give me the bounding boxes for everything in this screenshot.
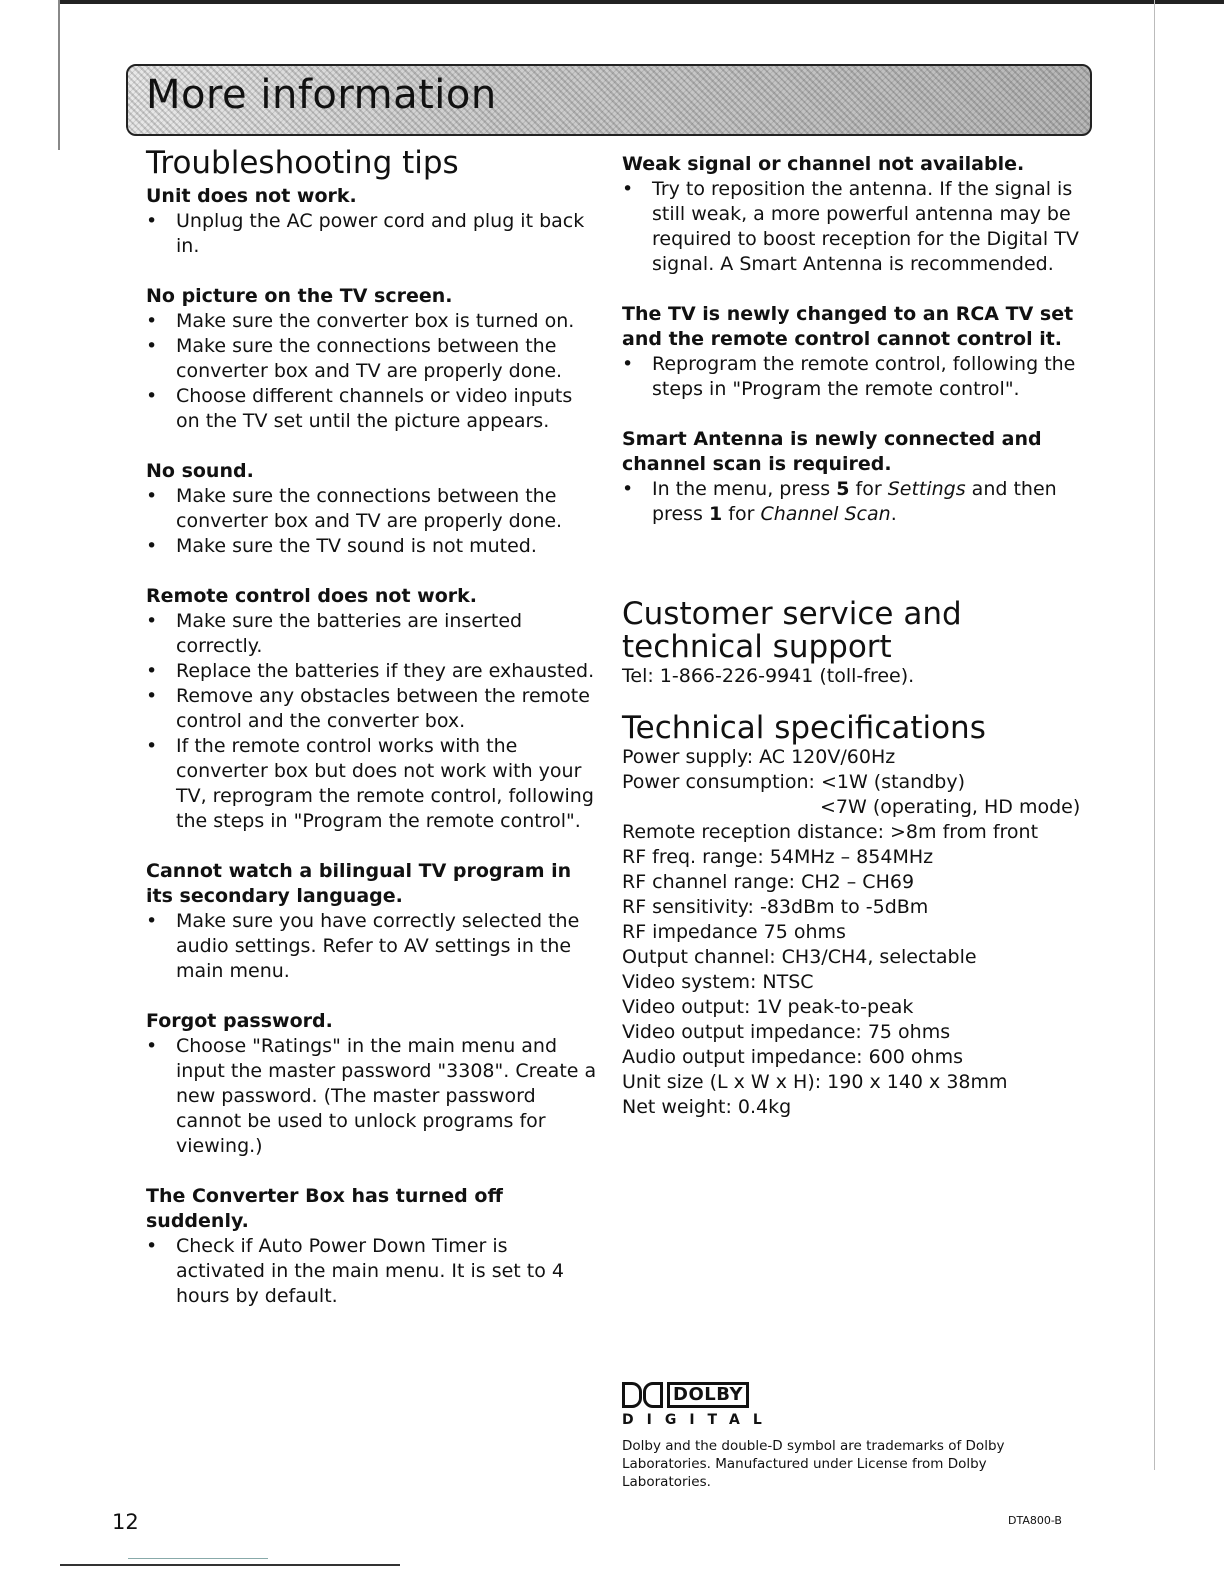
- spec-row: Net weight: 0.4kg: [622, 1096, 792, 1118]
- section-banner: [126, 64, 1092, 136]
- ts-list: [622, 477, 1082, 527]
- ts-item: • Make sure the batteries are inserted correctly.: [146, 609, 598, 659]
- right-column: [622, 152, 1082, 1120]
- ts-title: No picture on the TV screen.: [146, 285, 453, 307]
- dolby-trademark-note: Dolby and the double-D symbol are trademarks of Dolby Laboratories. Manufactured under License from Dolby Laboratories.: [622, 1438, 1005, 1490]
- ts-item: • Make sure the TV sound is not muted.: [146, 534, 598, 559]
- spec-row: Output channel: CH3/CH4, selectable: [622, 946, 977, 968]
- ts-section-weak-signal: [622, 152, 1082, 277]
- ts-item: • Try to reposition the antenna. If the signal is still weak, a more powerful antenna may be required to boost reception for the Digital TV signal. A Smart Antenna is recommended.: [622, 177, 1082, 277]
- spacer: [622, 552, 1082, 598]
- ts-item: • Make sure the converter box is turned on.: [146, 309, 598, 334]
- troubleshooting-heading: Troubleshooting tips: [146, 145, 459, 181]
- scan-edge-left: [58, 0, 60, 150]
- ts-title: Cannot watch a bilingual TV program in its secondary language.: [146, 860, 572, 907]
- ts-list: [146, 609, 598, 834]
- scan-edge-top: [60, 0, 1224, 4]
- text-fragment: for: [849, 478, 888, 500]
- scan-edge-right: [1154, 0, 1155, 1470]
- tech-specs-section: [622, 711, 1082, 1120]
- heading-line: technical support: [622, 629, 892, 665]
- ts-item: • Replace the batteries if they are exhausted.: [146, 659, 598, 684]
- ts-list: [146, 1034, 598, 1159]
- text-fragment: and then press: [652, 478, 1057, 525]
- ts-item: • Remove any obstacles between the remote control and the converter box.: [146, 684, 598, 734]
- ts-item: • Choose different channels or video inputs on the TV set until the picture appears.: [146, 384, 598, 434]
- ts-list: [146, 209, 598, 259]
- dolby-digital-logo: [622, 1382, 775, 1428]
- ts-item: • Make sure the connections between the converter box and TV are properly done.: [146, 484, 598, 534]
- double-d-icon: [622, 1382, 663, 1408]
- key-label: 5: [836, 478, 850, 500]
- banner-title: More information: [146, 72, 497, 118]
- ts-title: Weak signal or channel not available.: [622, 153, 1025, 175]
- spec-row-indented: <7W (operating, HD mode): [820, 796, 1081, 818]
- ts-section-picture: [146, 284, 598, 434]
- ts-item: • Make sure the connections between the converter box and TV are properly done.: [146, 334, 598, 384]
- dolby-logo-mark: [622, 1382, 775, 1408]
- left-column: [146, 146, 598, 1334]
- ts-section-remote: [146, 584, 598, 834]
- ts-title: The Converter Box has turned off suddenly.: [146, 1185, 503, 1232]
- ts-section-password: [146, 1009, 598, 1159]
- ts-item: • Check if Auto Power Down Timer is activated in the main menu. It is set to 4 hours by default.: [146, 1234, 598, 1309]
- spec-row: Video output impedance: 75 ohms: [622, 1021, 951, 1043]
- spec-row: Audio output impedance: 600 ohms: [622, 1046, 963, 1068]
- ts-item: • Make sure you have correctly selected the audio settings. Refer to AV settings in the main menu.: [146, 909, 598, 984]
- ts-item: • Unplug the AC power cord and plug it back in.: [146, 209, 598, 259]
- ts-section-bilingual: [146, 859, 598, 984]
- ts-section-sound: [146, 459, 598, 559]
- key-label: 1: [708, 503, 723, 525]
- ts-item: • Reprogram the remote control, following the steps in "Program the remote control".: [622, 352, 1082, 402]
- page-number: 12: [112, 1510, 139, 1534]
- dolby-digital-text: DIGITAL: [622, 1412, 775, 1428]
- ts-item: • If the remote control works with the converter box but does not work with your TV, reprogram the remote control, following the steps in "Program the remote control".: [146, 734, 598, 834]
- ts-list: [622, 177, 1082, 277]
- spacer: [622, 689, 1082, 711]
- spec-row: RF sensitivity: -83dBm to -5dBm: [622, 896, 929, 918]
- menu-name: Channel Scan: [760, 503, 891, 525]
- customer-service-section: [622, 598, 1082, 689]
- spec-row: Power supply: AC 120V/60Hz: [622, 746, 896, 768]
- spec-row: Power consumption: <1W (standby): [622, 771, 966, 793]
- ts-section-turned-off: [146, 1184, 598, 1309]
- spec-row: Video system: NTSC: [622, 971, 814, 993]
- spec-row: Remote reception distance: >8m from front: [622, 821, 1039, 843]
- text-fragment: In the menu, press: [652, 478, 837, 500]
- ts-item: • Choose "Ratings" in the main menu and input the master password "3308". Create a new password. (The master password cannot be used to unlock programs for viewing.): [146, 1034, 598, 1159]
- spec-row: RF channel range: CH2 – CH69: [622, 871, 915, 893]
- ts-section-smart-antenna: [622, 427, 1082, 527]
- ts-section-unit: [146, 184, 598, 259]
- ts-list: [146, 309, 598, 434]
- dolby-wordmark: DOLBY: [667, 1382, 749, 1408]
- scan-edge-bottom-accent: [128, 1558, 268, 1559]
- ts-title: Forgot password.: [146, 1010, 333, 1032]
- ts-list: [146, 1234, 598, 1309]
- ts-section-rca: [622, 302, 1082, 402]
- customer-service-tel: Tel: 1-866-226-9941 (toll-free).: [622, 665, 915, 687]
- scan-edge-bottom: [60, 1564, 400, 1566]
- spec-row: RF freq. range: 54MHz – 854MHz: [622, 846, 934, 868]
- spec-row: RF impedance 75 ohms: [622, 921, 846, 943]
- ts-list: [146, 484, 598, 559]
- ts-title: The TV is newly changed to an RCA TV set and the remote control cannot control it.: [622, 303, 1074, 350]
- document-code: DTA800-B: [1008, 1514, 1062, 1527]
- ts-list: [146, 909, 598, 984]
- spec-row: Unit size (L x W x H): 190 x 140 x 38mm: [622, 1071, 1008, 1093]
- ts-list: [622, 352, 1082, 402]
- ts-title: Unit does not work.: [146, 185, 357, 207]
- ts-item: [622, 477, 1082, 527]
- heading-line: Customer service and: [622, 596, 962, 632]
- tech-specs-heading: Technical specifications: [622, 710, 986, 746]
- ts-title: Smart Antenna is newly connected and channel scan is required.: [622, 428, 1042, 475]
- customer-service-heading: [622, 598, 1082, 664]
- text-fragment: for: [722, 503, 761, 525]
- spec-row: Video output: 1V peak-to-peak: [622, 996, 914, 1018]
- text-fragment: .: [890, 503, 897, 525]
- ts-title: Remote control does not work.: [146, 585, 477, 607]
- menu-name: Settings: [887, 478, 966, 500]
- ts-title: No sound.: [146, 460, 254, 482]
